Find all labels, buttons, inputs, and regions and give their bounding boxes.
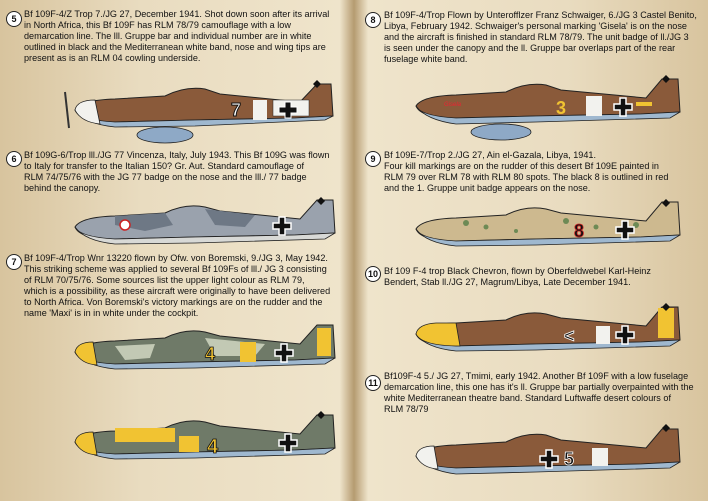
entry-number: 11: [365, 375, 381, 391]
svg-text:4: 4: [207, 436, 219, 458]
aircraft-profile-7-lower: [55, 408, 345, 473]
aircraft-number: 7: [231, 100, 242, 120]
aircraft-number: 3: [556, 98, 567, 118]
aircraft-profile-10: [396, 300, 696, 365]
aircraft-marking: <: [564, 326, 575, 346]
aircraft-profile-6: [55, 195, 345, 255]
entry-description: Bf 109F-4/Trop Wnr 13220 flown by Ofw. von Boremski, 9./JG 3, May 1942. This striking scheme was applied to several Bf 109Fs of lll./ JG 3 consisting of RLM 70/75/76. Some sources list the upper light colour as RLM 79, which is a possibility, as these aircraft were originally to have been delivered to North Africa. Von Boremski's victory markings are on the rudder and the name 'Maxi' is in in white under the cockpit.: [24, 253, 331, 318]
nose-name: Gisela: [444, 102, 462, 108]
entry-description: Bf 109E-7/Trop 2./JG 27, Ain el-Gazala, Libya, 1941. Four kill markings are on the rudder of this desert Bf 109E painted in RLM 79 over RLM 78 with RLM 80 spots. The black 8 is outlined in red and the 1. Gruppe unit badge appears on the nose.: [384, 150, 669, 193]
entry-number: 6: [6, 151, 22, 167]
entry-number: 8: [365, 12, 381, 28]
entry-number: 7: [6, 254, 22, 270]
entry-description: Bf 109G-6/Trop lll./JG 77 Vincenza, Italy, July 1943. This Bf 109G was flown to Italy for transfer to the Italian 150? Gr. Aut. Standard camouflage of RLM 74/75/76 with the JG 77 badge on the nose and the lll./ 77 badge behind the canopy.: [24, 150, 330, 193]
right-page: [356, 0, 708, 501]
aircraft-profile-9: [396, 197, 696, 257]
left-page: [0, 0, 352, 501]
entry-description: Bf 109F-4/Z Trop 7./JG 27, December 1941. Shot down soon after its arrival in North Africa, this Bf 109F has RLM 78/79 camouflage with a low demarcation line. The lll. Gruppe bar and individual number are in white outlined in black and the Mediterranean white band, nose and wing tips are present as is an RLM 04 cowling underside.: [24, 9, 330, 63]
aircraft-number: 4: [205, 344, 216, 364]
entry-description: Bf 109F-4/Trop Flown by Unterofflzer Franz Schwaiger, 6./JG 3 Castel Benito, Libya, February 1942. Schwaiger's personal marking 'Gisela' is on the nose and the aircraft is finished in standard RLM 78/79. The unit badge of ll./JG 3 is seen under the canopy and the ll. Gruppe bar overlaps part of the rear fuselage white band.: [384, 10, 697, 64]
aircraft-number: 8: [574, 221, 585, 241]
entry-number: 5: [6, 11, 22, 27]
aircraft-profile-7-upper: [55, 320, 345, 380]
aircraft-profile-8: [396, 70, 696, 150]
aircraft-profile-5: [55, 72, 345, 147]
entry-number: 10: [365, 266, 381, 282]
entry-description: Bf109F-4 5./ JG 27, Tmimi, early 1942. Another Bf 109F with a low fuselage demarcation line, this one has it's ll. Gruppe bar partially overpainted with the white Mediterranean theatre band. Standard Luftwaffe desert colours of RLM 78/79: [384, 371, 694, 414]
aircraft-number: 5: [564, 449, 575, 469]
entry-description: Bf 109 F-4 trop Black Chevron, flown by Oberfeldwebel Karl-Heinz Bendert, Stab ll./JG 27, Magrum/Libya, Late December 1941.: [384, 266, 651, 287]
entry-number: 9: [365, 151, 381, 167]
aircraft-profile-11: [396, 420, 696, 490]
